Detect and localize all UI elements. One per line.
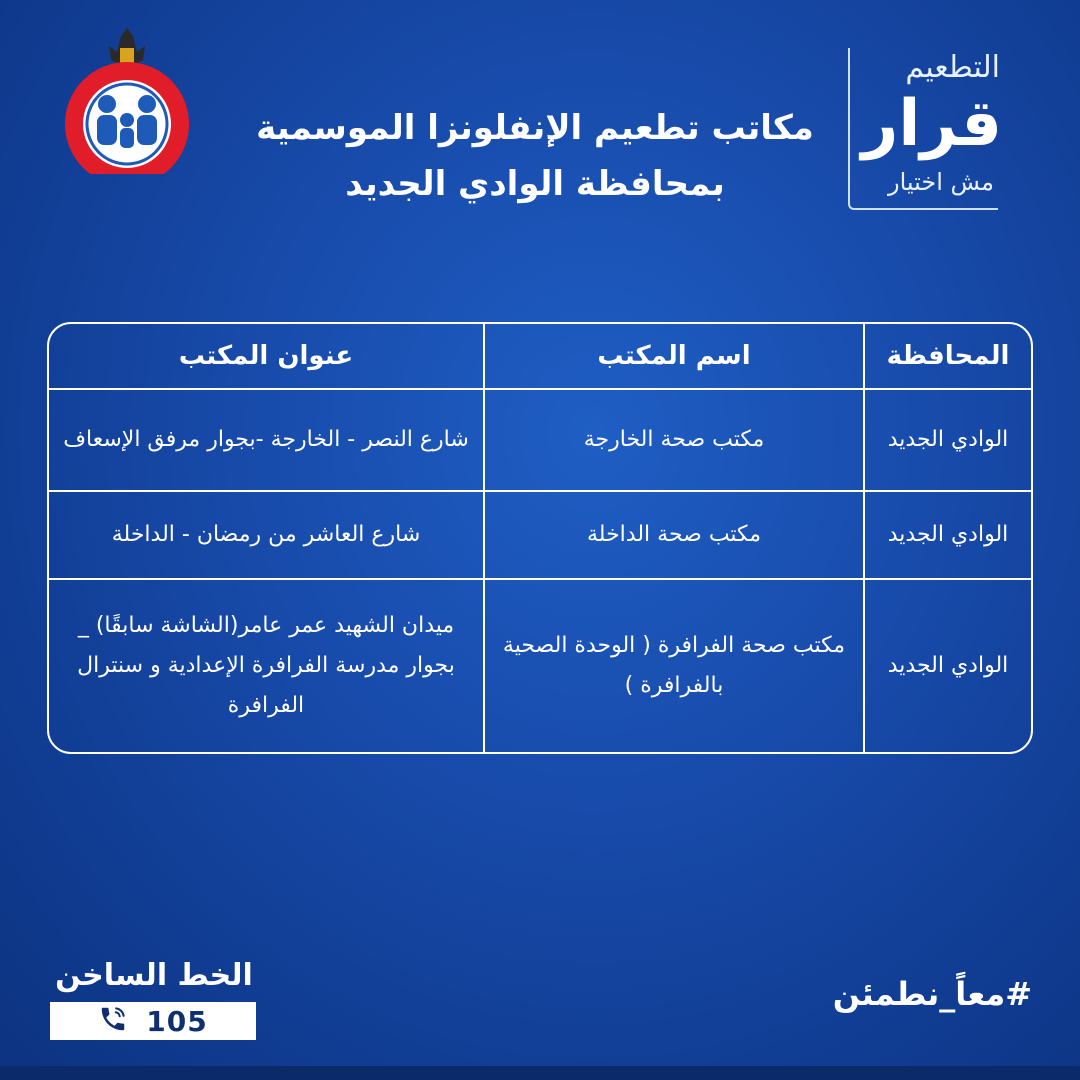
cell-office-address: شارع النصر - الخارجة -بجوار مرفق الإسعاف: [63, 427, 469, 452]
hotline-number: 105: [146, 1004, 208, 1038]
cell-office-name: مكتب صحة الخارجة: [483, 390, 863, 490]
hotline-label: الخط الساخن: [55, 958, 253, 993]
offices-table: [47, 322, 1033, 754]
bottom-bar: [0, 1066, 1080, 1080]
header-office-name: اسم المكتب: [483, 324, 863, 388]
cell-office-address: شارع العاشر من رمضان - الداخلة: [111, 522, 421, 547]
header-office-address: عنوان المكتب: [178, 341, 354, 371]
table-row: [49, 390, 1031, 492]
cell-office-name: مكتب صحة الفرافرة ( الوحدة الصحية بالفرافرة ): [483, 580, 863, 752]
page-title: [240, 100, 830, 212]
phone-icon: [98, 1004, 128, 1038]
title-line-1: مكاتب تطعيم الإنفلونزا الموسمية: [256, 108, 814, 148]
title-line-2: بمحافظة الوادي الجديد: [345, 164, 725, 204]
slogan-line-3: مش اختيار: [888, 168, 994, 196]
cell-governorate: الوادي الجديد: [863, 390, 1031, 490]
cell-governorate: الوادي الجديد: [863, 580, 1031, 752]
slogan-line-1: التطعيم: [905, 50, 1000, 85]
header-governorate: المحافظة: [863, 324, 1031, 388]
cell-governorate: الوادي الجديد: [863, 492, 1031, 578]
hashtag: #معاً_نطمئن: [832, 975, 1032, 1013]
table-header-row: [49, 324, 1031, 390]
slogan-line-2: قرار: [861, 87, 1002, 161]
cell-office-address: ميدان الشهيد عمر عامر(الشاشة سابقًا) _ بجوار مدرسة الفرافرة الإعدادية و سنترال الفرافرة: [77, 613, 455, 718]
vaccination-slogan: [848, 48, 1008, 216]
hotline-box[interactable]: [50, 1002, 256, 1040]
table-row: [49, 580, 1031, 752]
table-row: [49, 492, 1031, 580]
ministry-logo: [57, 24, 197, 174]
cell-office-name: مكتب صحة الداخلة: [483, 492, 863, 578]
